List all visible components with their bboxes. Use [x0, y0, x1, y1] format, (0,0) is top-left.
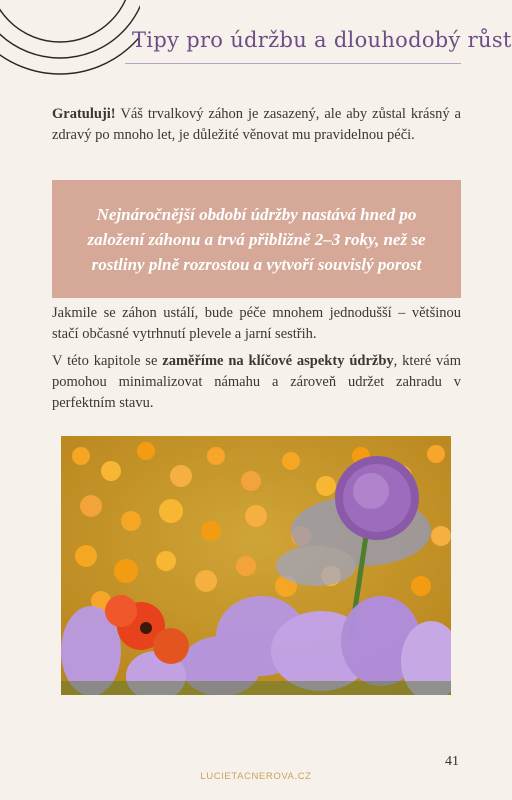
focus-text-before: V této kapitole se — [52, 353, 163, 369]
title-divider — [125, 63, 461, 64]
intro-text: Váš trvalkový záhon je zasazený, ale aby zůstal krásný a zdravý po mnoho let, je důležité věnovat mu pravidelnou péči. — [52, 106, 461, 143]
callout-text: Nejnáročnější období údržby nastává hned po založení záhonu a trvá přibližně 2–3 roky, než se rostliny plně rozrostou a vytvoří souvislý porost — [87, 204, 426, 274]
focus-text-after: , které vám pomohou minimalizovat námahu a zároveň udržet zahradu v perfektním stavu. — [52, 353, 461, 411]
footer-website[interactable]: LUCIETACNEROVA.CZ — [200, 771, 312, 782]
intro-lead: Gratuluji! — [52, 106, 116, 122]
paragraph-after-establishment: Jakmile se záhon ustálí, bude péče mnohem jednodušší – většinou stačí občasné vytrhnutí plevele a jarní sestřih. — [52, 305, 461, 342]
flower-illustration — [61, 436, 451, 695]
intro-paragraph — [52, 104, 461, 146]
page-number: 41 — [445, 754, 459, 769]
decorative-corner-arcs — [0, 0, 140, 80]
flower-bed-photo — [61, 436, 451, 695]
page-title: Tipy pro údržbu a dlouhodobý růst — [132, 28, 512, 52]
focus-text-bold: zaměříme na klíčové aspekty údržby — [162, 353, 394, 369]
callout-box — [52, 180, 461, 298]
chapter-focus-paragraph — [52, 351, 461, 414]
